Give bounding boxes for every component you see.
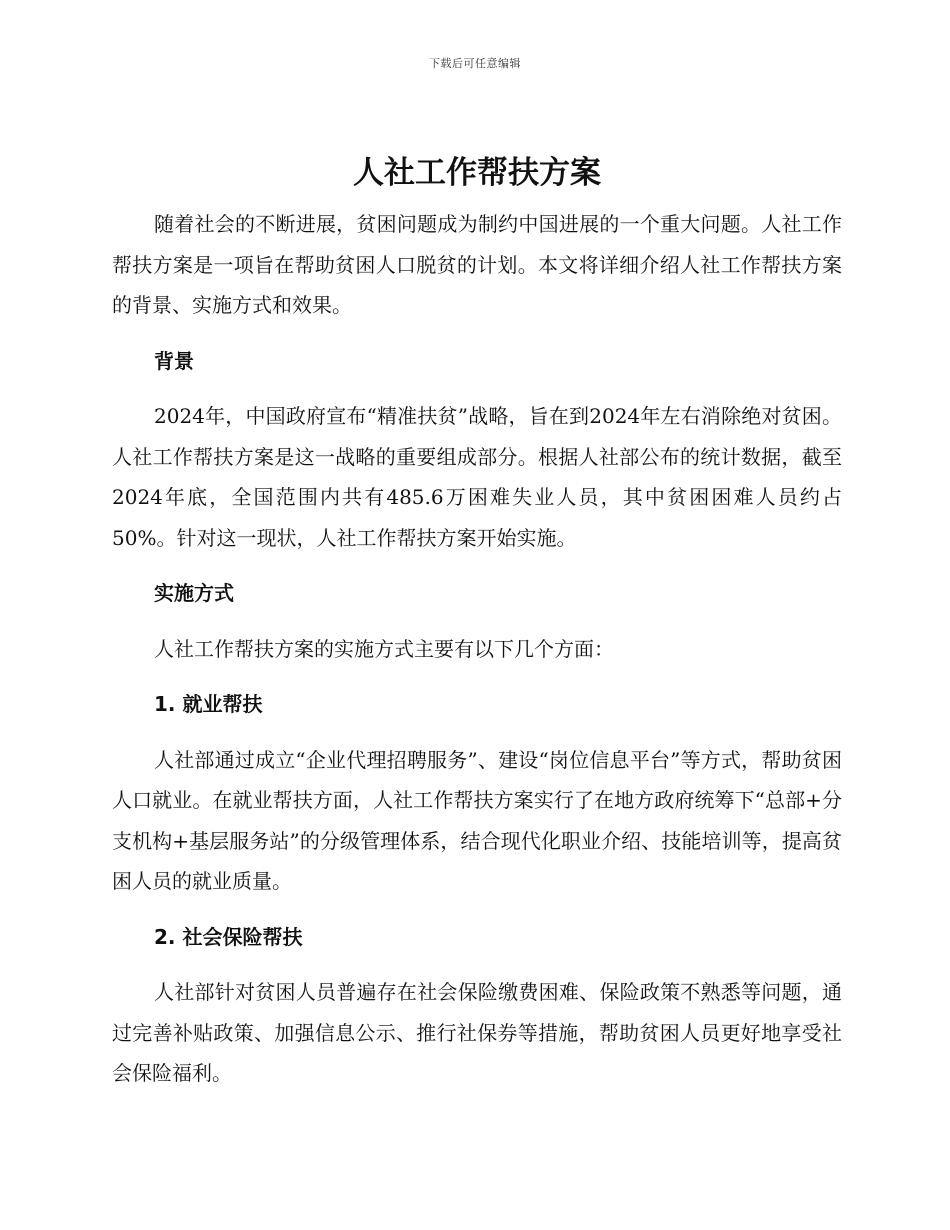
implementation-paragraph: 人社工作帮扶方案的实施方式主要有以下几个方面： bbox=[154, 636, 614, 661]
background-paragraph: 2024年，中国政府宣布“精准扶贫”战略，旨在到2024年左右消除绝对贫困。人社工作帮扶方案是这一战略的重要组成部分。根据人社部公布的统计数据，截至2024年底，全国范围内共有485.6万困难失业人员，其中贫困困难人员约占50%。针对这一现状，人社工作帮扶方案开始实施。 bbox=[112, 404, 842, 550]
social-insurance-paragraph: 人社部针对贫困人员普遍存在社会保险缴费困难、保险政策不熟悉等问题，通过完善补贴政策、加强信息公示、推行社保券等措施，帮助贫困人员更好地享受社会保险福利。 bbox=[112, 980, 842, 1085]
section-heading-employment: 1. 就业帮扶 bbox=[154, 692, 263, 716]
section-heading-implementation: 实施方式 bbox=[154, 581, 234, 605]
page-header: 下载后可任意编辑 bbox=[429, 57, 521, 70]
employment-paragraph: 人社部通过成立“企业代理招聘服务”、建设“岗位信息平台”等方式，帮助贫困人口就业。在就业帮扶方面，人社工作帮扶方案实行了在地方政府统筹下“总部+分支机构+基层服务站”的分级管理体系，结合现代化职业介绍、技能培训等，提高贫困人员的就业质量。 bbox=[112, 747, 842, 893]
document-body bbox=[112, 148, 842, 1109]
section-heading-social-insurance: 2. 社会保险帮扶 bbox=[154, 924, 303, 949]
intro-paragraph: 随着社会的不断进展，贫困问题成为制约中国进展的一个重大问题。人社工作帮扶方案是一项旨在帮助贫困人口脱贫的计划。本文将详细介绍人社工作帮扶方案的背景、实施方式和效果。 bbox=[112, 212, 842, 317]
section-heading-background: 背景 bbox=[154, 348, 194, 373]
document-title: 人社工作帮扶方案 bbox=[353, 155, 601, 191]
